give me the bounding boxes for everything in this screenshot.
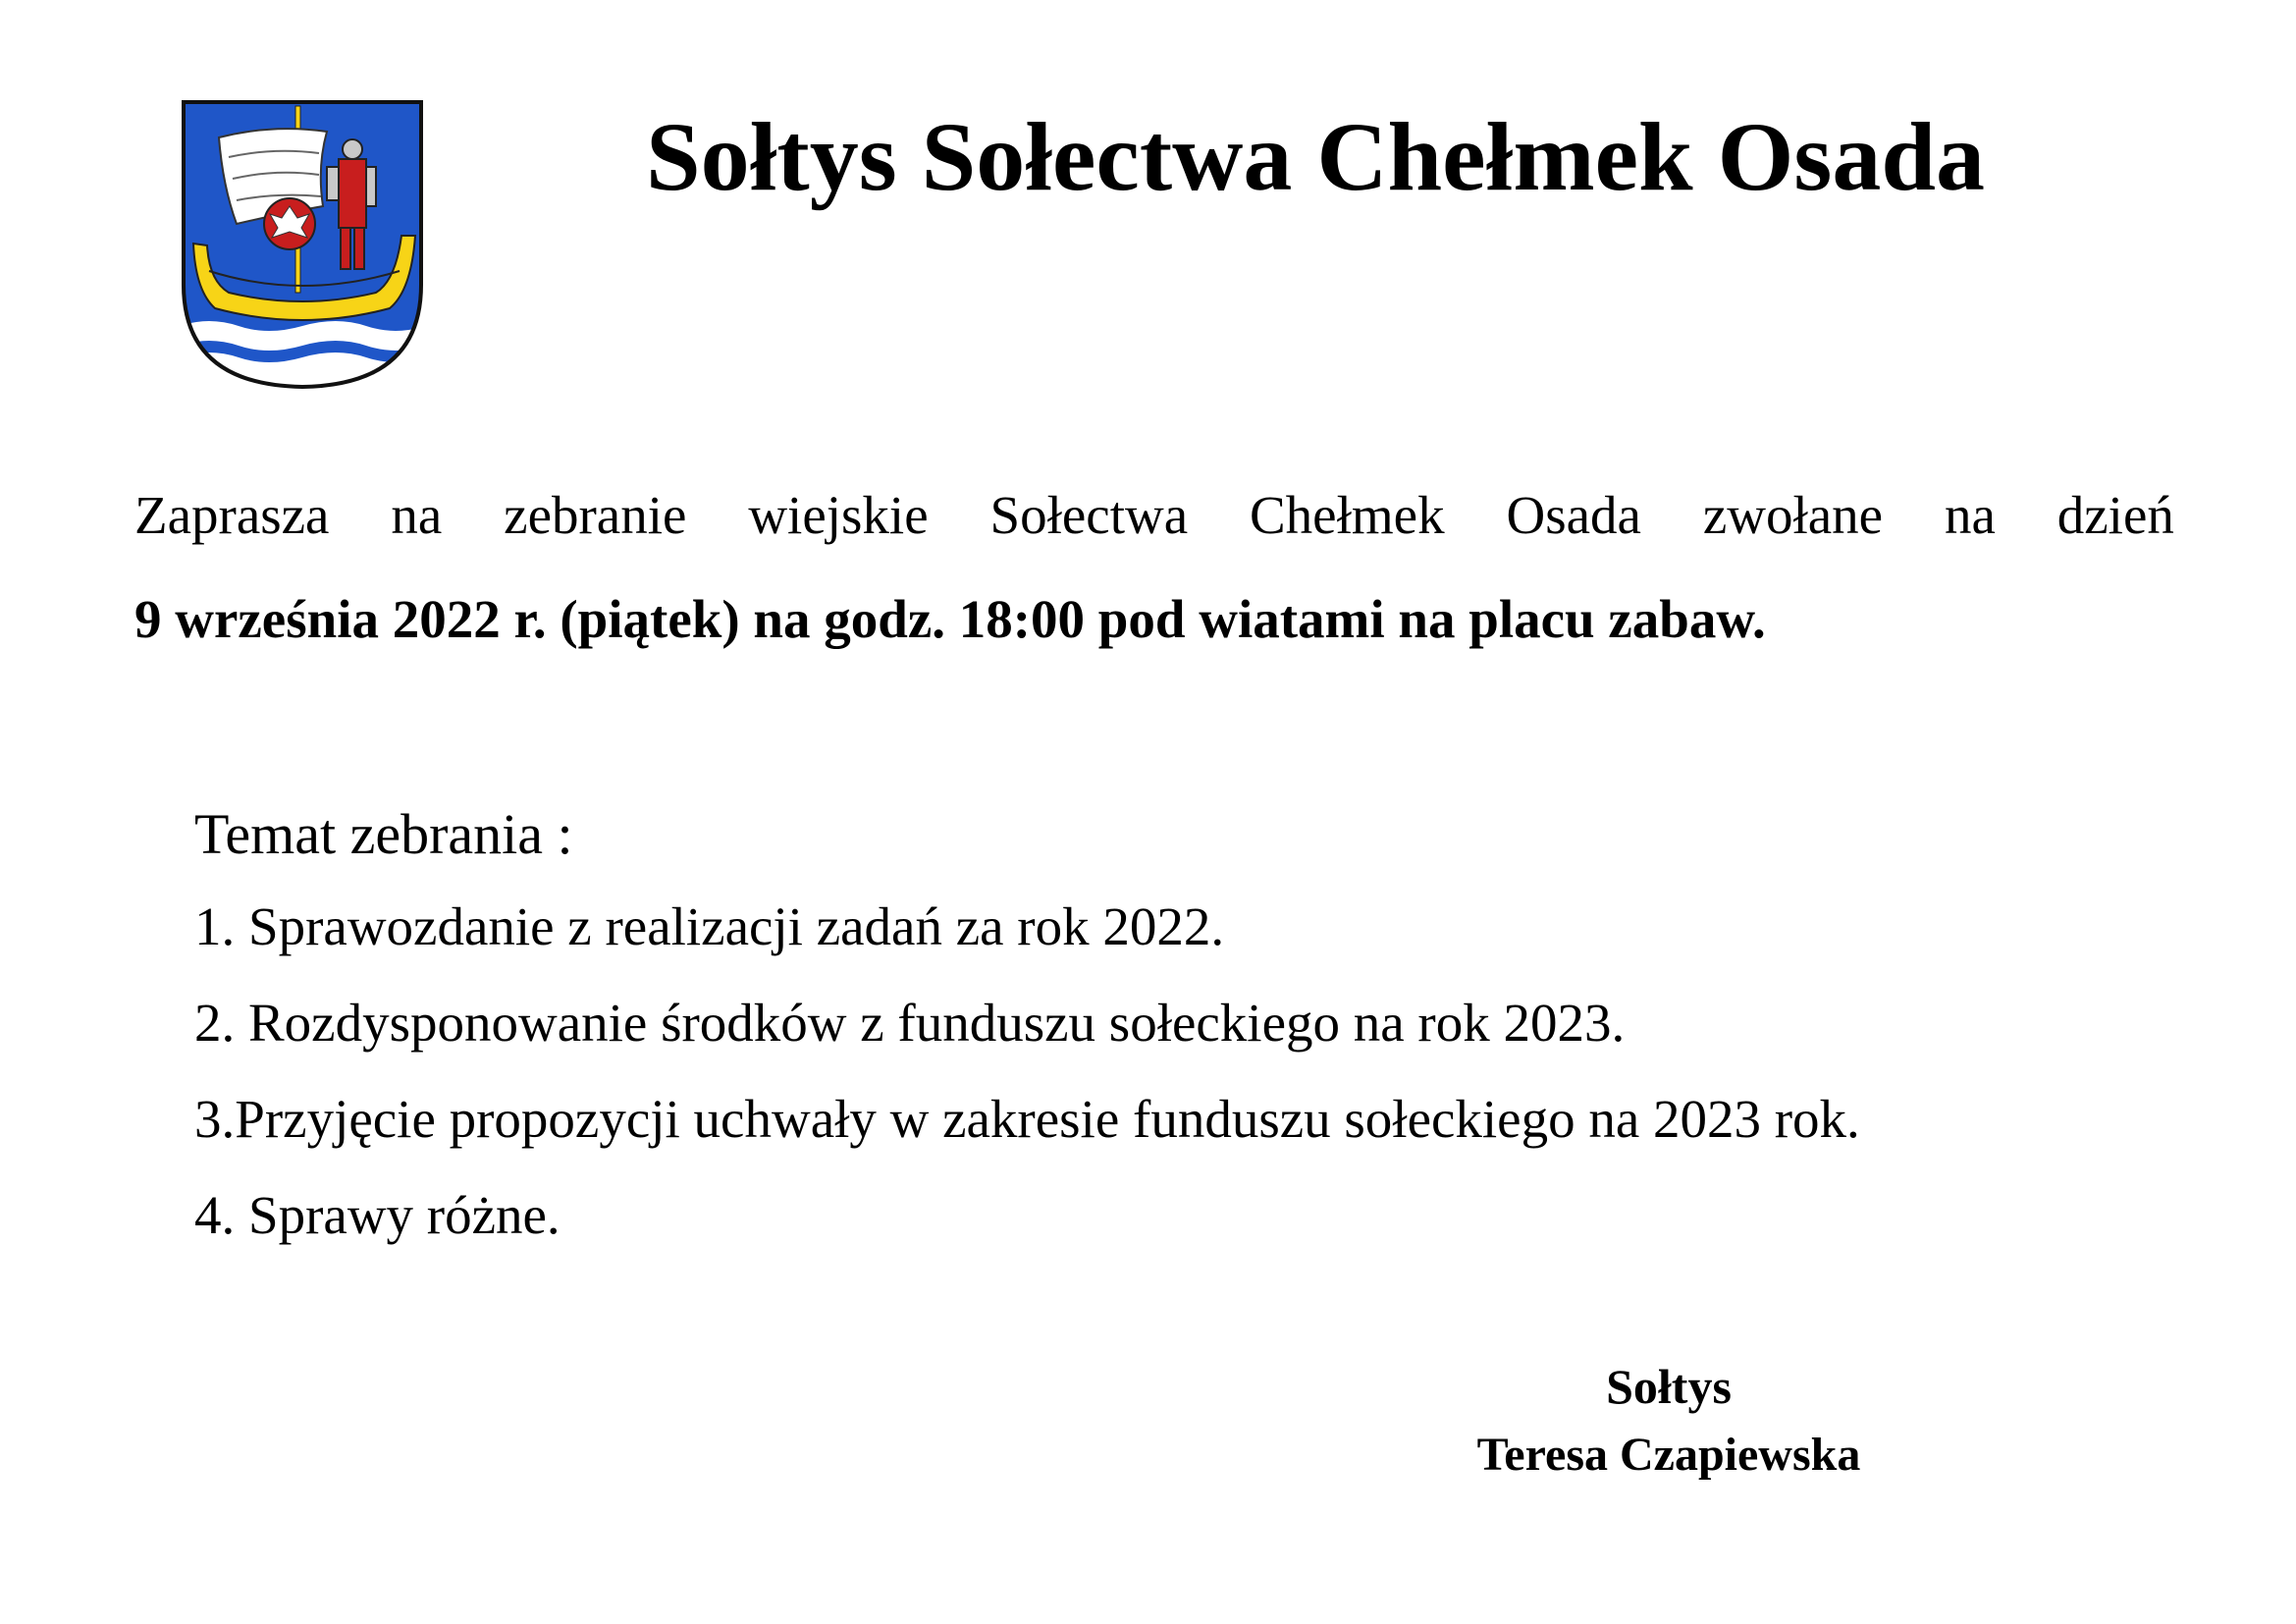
invitation-word: na bbox=[391, 485, 443, 545]
invitation-word: zebranie bbox=[504, 485, 687, 545]
meeting-date-location: 9 września 2022 r. (piątek) na godz. 18:00 pod wiatami na placu zabaw. bbox=[134, 589, 1766, 649]
invitation-word: Chełmek bbox=[1250, 485, 1445, 545]
signature-name: Teresa Czapiewska bbox=[1476, 1429, 1861, 1481]
invitation-line-1 bbox=[134, 481, 2174, 550]
signature-block bbox=[1374, 1355, 1963, 1487]
agenda-item: 1. Sprawozdanie z realizacji zadań za rok 2022. bbox=[194, 896, 1225, 956]
invitation-text bbox=[134, 481, 2174, 654]
invitation-word: na bbox=[1944, 485, 1996, 545]
agenda-item: 4. Sprawy różne. bbox=[194, 1185, 561, 1245]
agenda-heading: Temat zebrania : bbox=[194, 802, 573, 866]
signature-role: Sołtys bbox=[1606, 1359, 1732, 1414]
page-title: Sołtys Sołectwa Chełmek Osada bbox=[646, 102, 1985, 211]
meeting-agenda bbox=[194, 800, 2059, 1277]
invitation-word: zwołane bbox=[1702, 485, 1884, 545]
invitation-word: Osada bbox=[1506, 485, 1641, 545]
agenda-item: 2. Rozdysponowanie środków z funduszu sołeckiego na rok 2023. bbox=[194, 993, 1626, 1053]
invitation-word: wiejskie bbox=[748, 485, 929, 545]
invitation-word: dzień bbox=[2056, 485, 2174, 545]
coat-of-arms-icon bbox=[180, 98, 425, 391]
invitation-word: Zaprasza bbox=[134, 485, 330, 545]
agenda-item: 3.Przyjęcie propozycji uchwały w zakresie funduszu sołeckiego na 2023 rok. bbox=[194, 1089, 1860, 1149]
invitation-word: Sołectwa bbox=[989, 485, 1189, 545]
agenda-list bbox=[194, 893, 2059, 1277]
